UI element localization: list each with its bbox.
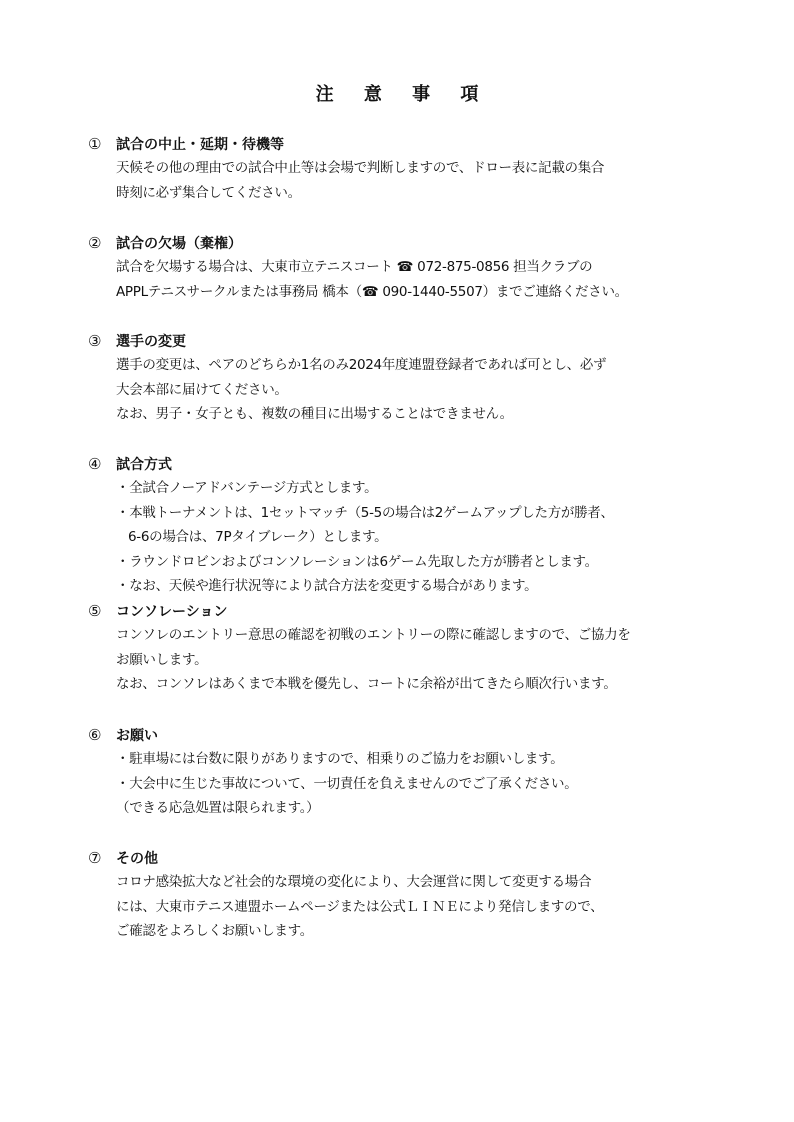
body-line: ・なお、天候や進行状況等により試合方法を変更する場合があります。 <box>116 578 538 594</box>
body-line: 時刻に必ず集合してください。 <box>116 184 301 201</box>
section-title: その他 <box>116 851 158 867</box>
section-heading <box>88 723 728 747</box>
section-title: 試合方式 <box>116 457 172 473</box>
body-line: 天候その他の理由での試合中止等は会場で判断しますので、ドロー表に記載の集合 <box>116 160 605 176</box>
section-heading <box>88 132 728 156</box>
section-title: 試合の欠場（棄権） <box>116 236 242 252</box>
body-line: （できる応急処置は限られます。） <box>116 800 320 816</box>
section-body <box>88 870 728 944</box>
body-line: ・ラウンドロビンおよびコンソレーションは6ゲーム先取した方が勝者とします。 <box>116 553 598 570</box>
section-title: 選手の変更 <box>116 334 186 350</box>
section-requests <box>88 723 728 821</box>
section-body <box>88 747 728 821</box>
section-body <box>88 156 728 205</box>
body-line: ご確認をよろしくお願いします。 <box>116 923 313 939</box>
section-number: ④ <box>88 455 102 473</box>
body-line: ・本戦トーナメントは、1セットマッチ（5-5の場合は2ゲームアップした方が勝者、 <box>116 504 614 521</box>
section-body <box>88 255 728 304</box>
section-number: ⑦ <box>88 849 102 867</box>
section-other <box>88 846 728 944</box>
section-number: ⑥ <box>88 726 102 744</box>
body-line: コロナ感染拡大など社会的な環境の変化により、大会運営に関して変更する場合 <box>116 874 592 890</box>
section-body <box>88 476 728 599</box>
section-heading <box>88 329 728 353</box>
section-heading <box>88 231 728 255</box>
section-number: ① <box>88 135 102 153</box>
section-match-format <box>88 452 728 599</box>
body-line: ・大会中に生じた事故について、一切責任を負えませんのでご了承ください。 <box>116 775 578 792</box>
section-heading <box>88 846 728 870</box>
section-withdrawal <box>88 231 728 304</box>
section-number: ⑤ <box>88 602 102 620</box>
section-title: お願い <box>116 728 158 744</box>
section-body <box>88 353 728 427</box>
section-title: コンソレーション <box>116 604 228 620</box>
body-line: 選手の変更は、ペアのどちらか1名のみ2024年度連盟登録者であれば可とし、必ず <box>116 357 607 373</box>
section-cancellation <box>88 132 728 205</box>
body-line: 試合を欠場する場合は、大東市立テニスコート ☎ 072-875-0856 担当クラブの <box>116 259 593 275</box>
body-line: ・駐車場には台数に限りがありますので、相乗りのご協力をお願いします。 <box>116 751 564 767</box>
body-line: 大会本部に届けてください。 <box>116 381 288 398</box>
section-body <box>88 623 728 697</box>
section-heading <box>88 599 728 623</box>
section-consolation <box>88 599 728 697</box>
body-line: ・全試合ノーアドバンテージ方式とします。 <box>116 480 378 496</box>
section-heading <box>88 452 728 476</box>
body-line: 6-6の場合は、7Pタイブレーク）とします。 <box>128 529 388 545</box>
body-line: なお、コンソレはあくまで本戦を優先し、コートに余裕が出てきたら順次行います。 <box>116 676 617 692</box>
section-number: ② <box>88 234 102 252</box>
body-line: なお、男子・女子とも、複数の種目に出場することはできません。 <box>116 406 513 422</box>
section-title: 試合の中止・延期・待機等 <box>116 137 284 153</box>
body-line: APPLテニスサークルまたは事務局 橋本（☎ 090-1440-5507）までご連絡ください。 <box>116 283 628 300</box>
page-title: 注 意 事 項 <box>315 84 491 105</box>
body-line: お願いします。 <box>116 651 208 668</box>
body-line: コンソレのエントリー意思の確認を初戦のエントリーの際に確認しますので、ご協力を <box>116 627 631 643</box>
section-number: ③ <box>88 332 102 350</box>
body-line: には、大東市テニス連盟ホームページまたは公式ＬＩＮＥにより発信しますので、 <box>116 898 604 915</box>
section-player-change <box>88 329 728 427</box>
